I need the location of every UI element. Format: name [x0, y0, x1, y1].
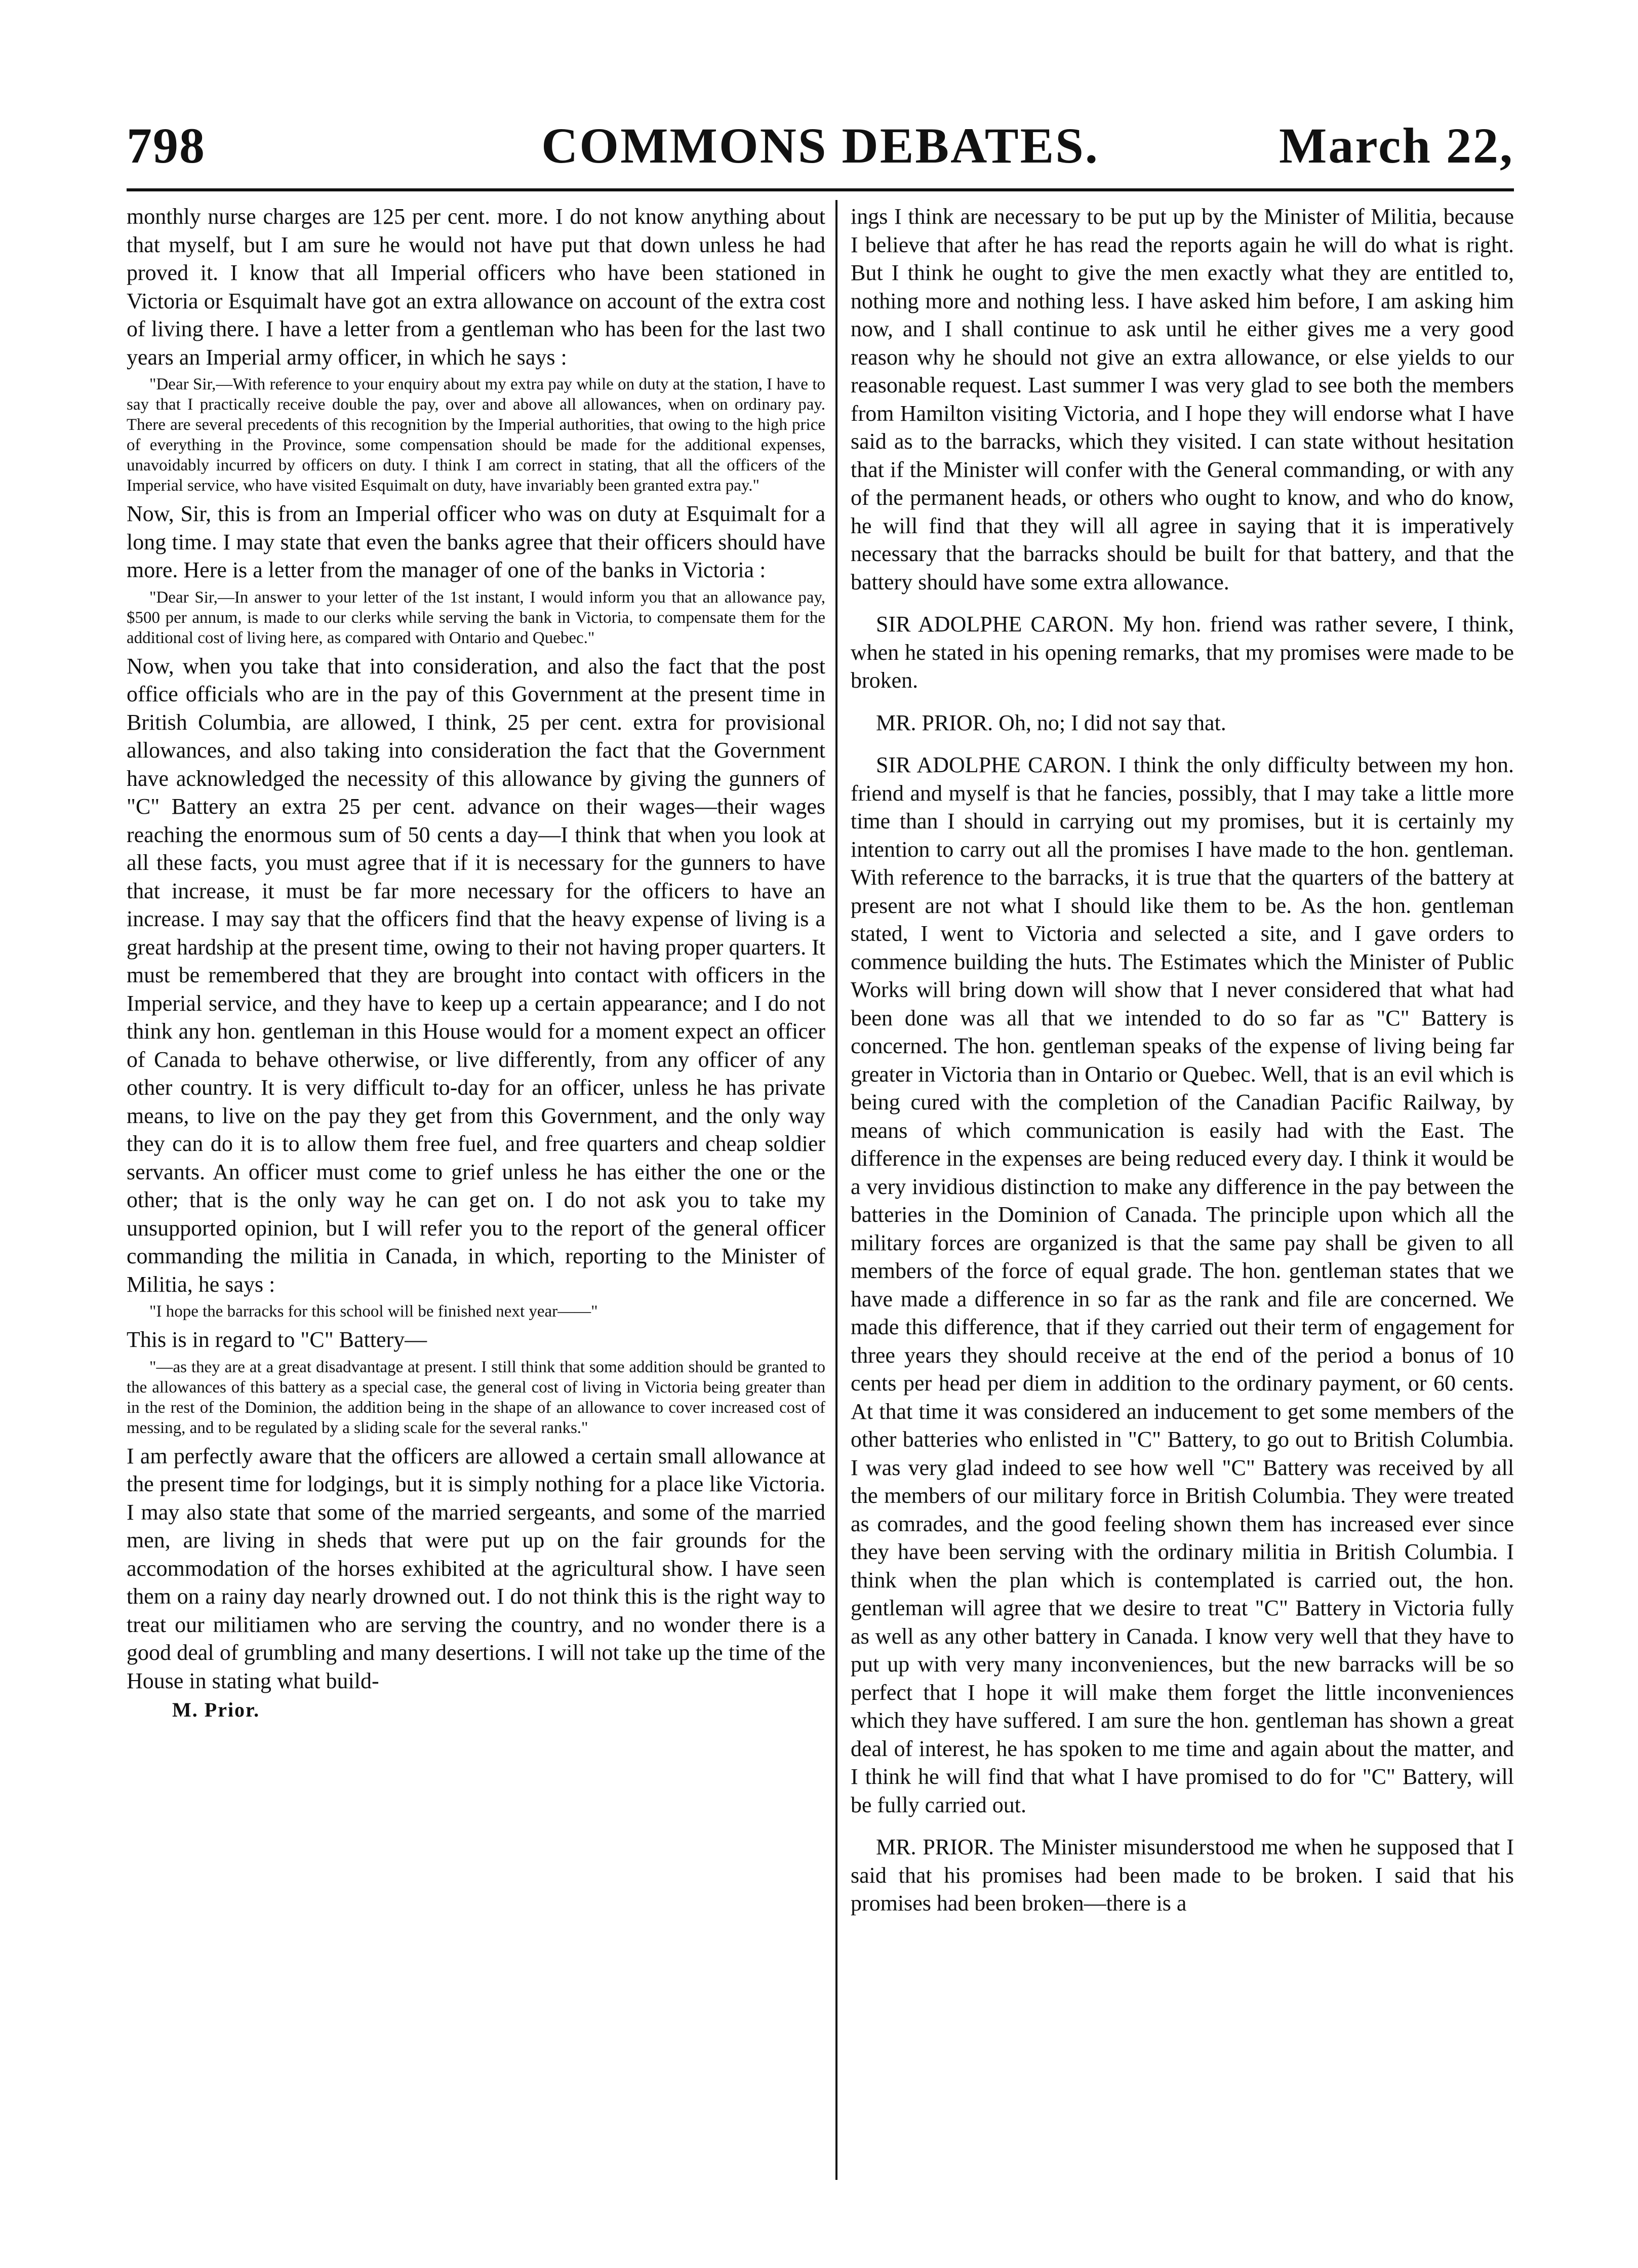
paragraph: I am perfectly aware that the officers are allowed a certain small allowance at the present time for lodgings, but it is simply nothing for a place like Victoria. I may also state that some of the married sergeants, and some of the married men, are living in sheds that were put up on the fair grounds for the accommodation of the horses exhibited at the agricultural show. I have seen them on a rainy day nearly drowned out. I do not think this is the right way to treat our militiamen who are serving the country, and no wonder there is a good deal of grumbling and many desertions. I will not take up the time of the House in stating what build- [127, 1443, 825, 1693]
quoted-letter: "Dear Sir,—In answer to your letter of the 1st instant, I would inform you that an allowance pay, $500 per annum, is made to our clerks while serving the bank in Victoria, to compensate them for the additional cost of living here, as compared with Ontario and Quebec." [127, 588, 825, 647]
header-rule [127, 188, 1514, 191]
quoted-report: "—as they are at a great disadvantage at present. I still think that some addition should be granted to the allowances of this battery as a special case, the general cost of living in Victoria being greater than in the rest of the Dominion, the addition being in the shape of an allowance to cover increased cost of messing, and to be regulated by a sliding scale for the several ranks." [127, 1358, 825, 1437]
speech [851, 709, 1514, 737]
speech-text: The Minister misunderstood me when he supposed that I said that his promises had been made to be broken. I said that his promises had been broken—there is a [851, 1835, 1514, 1916]
speaker-name: SIR ADOLPHE CARON. [876, 752, 1112, 777]
speech-text: My hon. friend was rather severe, I think, when he stated in his opening remarks, that my promises were made to be broken. [851, 612, 1514, 693]
paragraph: Now, when you take that into consideration, and also the fact that the post office officials who are in the pay of this Government at the present time in British Columbia, are allowed, I think, 25 per cent. extra for provisional allowances, and also taking into consideration the fact that the Government have acknowledged the necessity of this allowance by giving the gunners of "C" Battery an extra 25 per cent. advance on their wages—their wages reaching the enormous sum of 50 cents a day—I think that when you look at all these facts, you must agree that if it is necessary for the gunners to have that increase, it must be far more necessary for the officers to have an increase. I may say that the officers find that the heavy expense of living is a great hardship at the present time, owing to their not having proper quarters. It must be remembered that they are brought into contact with officers in the Imperial service, and they have to keep up a certain appearance; and I do not think any hon. gentleman in this House would for a moment expect an officer of Canada to behave otherwise, or live differently, from any officer of any other country. It is very difficult to-day for an officer, unless he has private means, to live on the pay they get from this Government, and the only way they can do it is to allow them free fuel, and free quarters and cheap soldier servants. An officer must come to grief unless he has either the one or the other; that is the only way he can get on. I do not ask you to take my unsupported opinion, but I will refer you to the report of the general officer commanding the militia in Canada, in which, reporting to the Minister of Militia, he says : [127, 653, 825, 1297]
page-date: March 22, [1279, 117, 1514, 174]
paragraph: ings I think are necessary to be put up by the Minister of Militia, because I believe that after he has read the reports again he will do what is right. But I think he ought to give the men exactly what they are entitled to, nothing more and nothing less. I have asked him before, I am asking him now, and I shall continue to ask until he either gives me a very good reason why he should not give an extra allowance, or else yields to our reasonable request. Last summer I was very glad to see both the members from Hamilton visiting Victoria, and I hope they will endorse what I have said as to the barracks, which they visited. I can state without hesitation that if the Minister will confer with the General commanding, or with any of the permanent heads, or others who ought to know, and who do know, he will find that they will all agree in saying that it is imperatively necessary that the barracks should be built for that battery, and that the battery should have some extra allowance. [851, 204, 1514, 594]
speaker-name: MR. PRIOR. [876, 1835, 994, 1859]
paragraph: This is in regard to "C" Battery— [127, 1327, 427, 1352]
left-column [127, 203, 825, 1722]
speaker-signature: M. Prior. [172, 1698, 260, 1721]
column-divider [835, 200, 837, 2180]
speaker-name: MR. PRIOR. [876, 710, 993, 735]
quoted-letter: "Dear Sir,—With reference to your enquiry about my extra pay while on duty at the station, I have to say that I practically receive double the pay, over and above all allowances, when on ordinary pay. There are several precedents of this recognition by the Imperial authorities, that owing to the high price of everything in the Province, some compensation should be made for the additional expenses, unavoidably incurred by officers on duty. I think I am correct in stating, that all the officers of the Imperial service, who have visited Esquimalt on duty, have invariably been granted extra pay." [127, 375, 825, 495]
speech [851, 751, 1514, 1819]
journal-title: COMMONS DEBATES. [541, 117, 1099, 174]
page-number: 798 [127, 117, 206, 174]
speech [851, 1833, 1514, 1918]
page-header [127, 116, 1514, 177]
quoted-report: "I hope the barracks for this school will be finished next year——" [149, 1302, 598, 1321]
speech-text: Oh, no; I did not say that. [998, 710, 1226, 735]
paragraph: Now, Sir, this is from an Imperial officer who was on duty at Esquimalt for a long time. I may state that even the banks agree that their officers should have more. Here is a letter from the manager of one of the banks in Victoria : [127, 501, 825, 582]
speech [851, 610, 1514, 695]
speaker-name: SIR ADOLPHE CARON. [876, 612, 1114, 636]
right-column [851, 203, 1514, 1921]
speech-text: I think the only difficulty between my hon. friend and myself is that he fancies, possibly, that I may take a little more time than I should in carrying out my promises, but it is certainly my intention to carry out all the promises I have made to the hon. gentleman. With reference to the barracks, it is true that the quarters of the battery at present are not what I should like them to be. As the hon. gentleman stated, I went to Victoria and selected a site, and I gave orders to commence building the huts. The Estimates which the Minister of Public Works will bring down will show that I never considered that what had been done was all that we intended to do so far as "C" Battery is concerned. The hon. gentleman speaks of the expense of living being far greater in Victoria than in Ontario or Quebec. Well, that is an evil which is being cured with the completion of the Canadian Pacific Railway, by means of which communication is easily had with the East. The difference in the expenses are being reduced every day. I think it would be a very invidious distinction to make any difference in the pay between the batteries in the Dominion of Canada. The principle upon which all the military forces are organized is that the same pay shall be given to all members of the force of equal grade. The hon. gentleman states that we have made a difference in so far as the rank and file are concerned. We made this difference, that if they carried out their term of engagement for three years they should receive at the end of the period a bonus of 10 cents per head per diem in addition to the ordinary payment, or 60 cents. At that time it was considered an inducement to get some members of the other batteries who enlisted in "C" Battery, to go out to British Columbia. I was very glad indeed to see how well "C" Battery was received by all the members of our military force in British Columbia. They were treated as comrades, and the good feeling shown them has increased ever since they have been serving with the ordinary militia in British Columbia. I think when the plan which is contemplated is carried out, the hon. gentleman will agree that we desire to treat "C" Battery in Victoria fully as well as any other battery in Canada. I know very well that they have to put up with very many inconveniences, but the new barracks will be so perfect that I hope it will make them forget the little inconveniences which they have suffered. I am sure the hon. gentleman has shown a great deal of interest, he has spoken to me time and again about the matter, and I think he will find that what I have promised to do for "C" Battery, will be fully carried out. [851, 752, 1514, 1817]
paragraph: monthly nurse charges are 125 per cent. more. I do not know anything about that myself, but I am sure he would not have put that down unless he had proved it. I know that all Imperial officers who have been stationed in Victoria or Esquimalt have got an extra allowance on account of the extra cost of living there. I have a letter from a gentleman who has been for the last two years an Imperial army officer, in which he says : [127, 204, 825, 370]
